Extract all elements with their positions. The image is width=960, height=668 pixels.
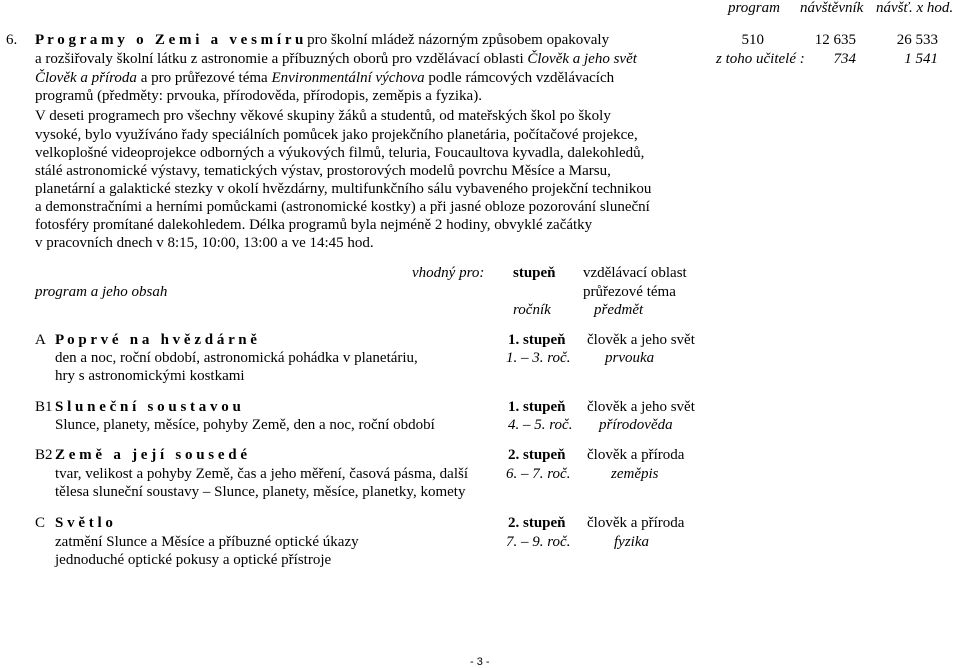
stat-teachers-visitors: 734 <box>833 51 856 67</box>
table-header-grade: ročník <box>513 302 551 318</box>
section-number: 6. <box>6 32 18 48</box>
program-level: 1. stupeň <box>508 399 566 415</box>
program-subject: přírodověda <box>599 417 673 433</box>
program-code: B2 <box>35 447 53 463</box>
section-intro-line-1 <box>35 31 609 49</box>
table-header-suitable-for: vhodný pro: <box>412 265 485 281</box>
program-grade: 1. – 3. roč. <box>506 350 571 366</box>
program-subject: zeměpis <box>611 466 659 482</box>
paragraph-line: v pracovních dnech v 8:15, 10:00, 13:00 a ve 14:45 hod. <box>35 235 374 251</box>
program-grade: 4. – 5. roč. <box>508 417 573 433</box>
table-header-program-content: program a jeho obsah <box>35 284 168 300</box>
paragraph-line: V deseti programech pro všechny věkové skupiny žáků a studentů, od mateřských škol po školy <box>35 108 611 124</box>
table-header-level: stupeň <box>513 265 556 281</box>
intro-text: podle rámcových vzdělávacích <box>424 70 615 86</box>
program-area: člověk a příroda <box>587 447 685 463</box>
col-header-visits: návšť. x hod. <box>876 0 954 16</box>
col-header-program: program <box>728 0 780 16</box>
program-desc-line: tělesa sluneční soustavy – Slunce, planety, měsíce, planetky, komety <box>55 484 466 500</box>
page-number: - 3 - <box>470 656 490 668</box>
intro-text: a rozšiřovaly školní látku z astronomie a příbuzných oborů pro vzdělávací oblasti <box>35 51 528 67</box>
section-title: P r o g r a m y o Z e m i a v e s m í r u <box>35 32 304 48</box>
section-intro-line-3 <box>35 69 614 87</box>
program-title: S l u n e č n í s o u s t a v o u <box>55 399 241 415</box>
program-desc-line: jednoduché optické pokusy a optické přístroje <box>55 552 332 568</box>
program-area: člověk a příroda <box>587 515 685 531</box>
program-code: C <box>35 515 46 531</box>
program-desc-line: hry s astronomickými kostkami <box>55 368 245 384</box>
section-intro-line-4: programů (předměty: prvouka, přírodověda, přírodopis, zeměpis a fyzika). <box>35 88 482 104</box>
program-desc-line: tvar, velikost a pohyby Země, čas a jeho měření, časová pásma, další <box>55 466 469 482</box>
section-intro-line-2 <box>35 50 637 68</box>
program-area: člověk a jeho svět <box>587 332 695 348</box>
program-area: člověk a jeho svět <box>587 399 695 415</box>
paragraph-line: stálé astronomické výstavy, tematických výstav, prostorových modelů povrchu Měsíce a Marsu, <box>35 163 611 179</box>
stat-visitors-count: 12 635 <box>814 32 856 48</box>
edu-area-name: Člověk a jeho svět <box>527 51 637 67</box>
paragraph-line: velkoplošné videoprojekce odborných a výukových filmů, teluria, Foucaultova kyvadla, dalekohledů, <box>35 145 645 161</box>
program-level: 2. stupeň <box>508 447 566 463</box>
program-subject: prvouka <box>605 350 655 366</box>
paragraph-line: fotosféry promítané dalekohledem. Délka programů byla nejméně 2 hodiny, obvyklé začátky <box>35 217 593 233</box>
paragraph-line: vysoké, bylo využíváno řady speciálních pomůcek jako projekčního planetária, počítačové projekce, <box>35 127 638 143</box>
program-grade: 6. – 7. roč. <box>506 466 571 482</box>
program-title: P o p r v é n a h v ě z d á r n ě <box>55 332 257 348</box>
program-subject: fyzika <box>614 534 649 550</box>
program-level: 1. stupeň <box>508 332 566 348</box>
col-header-visitors: návštěvník <box>800 0 864 16</box>
paragraph-line: planetární a galaktické stezky v okolí hvězdárny, multifunkčního sálu vybaveného projekční technikou <box>35 181 652 197</box>
program-title: S v ě t l o <box>55 515 113 531</box>
stat-teachers-label: z toho učitelé : <box>716 51 805 67</box>
program-desc-line: zatmění Slunce a Měsíce a příbuzné optické úkazy <box>55 534 359 550</box>
table-header-edu-area: vzdělávací oblast <box>583 265 687 281</box>
stat-visits-count: 26 533 <box>896 32 938 48</box>
program-desc-line: Slunce, planety, měsíce, pohyby Země, den a noc, roční období <box>55 417 435 433</box>
program-code: B1 <box>35 399 53 415</box>
program-title: Z e m ě a j e j í s o u s e d é <box>55 447 248 463</box>
table-header-subject: předmět <box>594 302 644 318</box>
intro-text: pro školní mládež názorným způsobem opakovaly <box>303 32 610 48</box>
stat-program-count: 510 <box>741 32 764 48</box>
intro-text: a pro průřezové téma <box>136 70 272 86</box>
cross-topic-name: Environmentální výchova <box>271 70 425 86</box>
program-level: 2. stupeň <box>508 515 566 531</box>
paragraph-line: a demonstračními a herními pomůckami (astronomické kostky) a při jasné obloze pozorování sluneční <box>35 199 650 215</box>
table-header-cross-topic: průřezové téma <box>583 284 676 300</box>
program-grade: 7. – 9. roč. <box>506 534 571 550</box>
program-code: A <box>35 332 46 348</box>
program-desc-line: den a noc, roční období, astronomická pohádka v planetáriu, <box>55 350 418 366</box>
edu-area-name: Člověk a příroda <box>35 70 137 86</box>
stat-teachers-visits: 1 541 <box>904 51 938 67</box>
